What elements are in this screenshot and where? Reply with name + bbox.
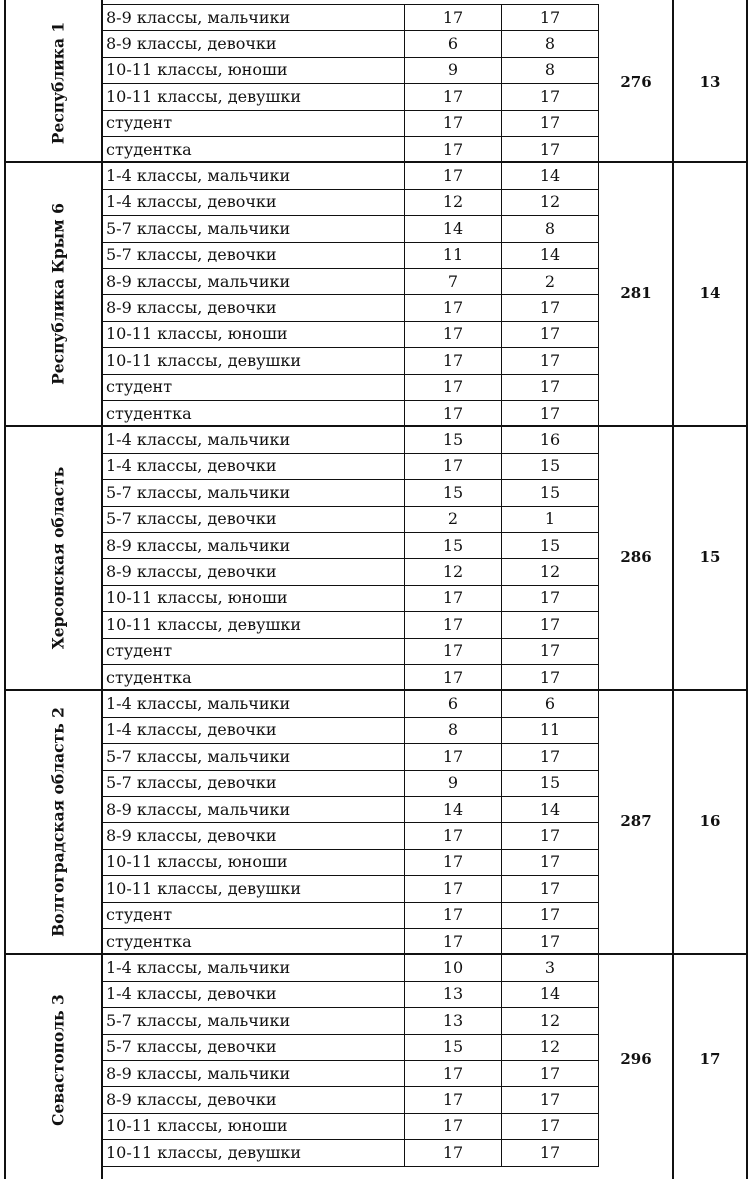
category-cell: 8-9 классы, мальчики: [103, 532, 405, 558]
left-border: [4, 0, 6, 1179]
table-row: [103, 242, 599, 268]
category-cell: 8-9 классы, девочки: [103, 823, 405, 849]
region-block: [0, 426, 750, 690]
score-cell: 6: [405, 31, 502, 57]
score-cell: 6: [405, 691, 502, 717]
total-score: 281: [620, 284, 652, 303]
score-cell: 17: [405, 453, 502, 479]
category-cell: 1-4 классы, мальчики: [103, 163, 405, 189]
category-cell: 5-7 классы, мальчики: [103, 1008, 405, 1034]
score-cell: 11: [502, 717, 599, 743]
score-cell: 12: [502, 1034, 599, 1060]
category-cell: 8-9 классы, девочки: [103, 1087, 405, 1113]
score-cell: 17: [405, 163, 502, 189]
table-row: [103, 532, 599, 558]
score-cell: 17: [405, 876, 502, 902]
table-row: [103, 585, 599, 611]
category-cell: студентка: [103, 928, 405, 954]
score-cell: 15: [502, 480, 599, 506]
score-cell: 17: [502, 374, 599, 400]
table-row: [103, 136, 599, 162]
category-cell: 10-11 классы, девушки: [103, 1140, 405, 1166]
category-cell: 8-9 классы, мальчики: [103, 796, 405, 822]
score-cell: 17: [502, 664, 599, 690]
table-row: [103, 664, 599, 690]
category-cell: 1-4 классы, девочки: [103, 189, 405, 215]
category-cell: 10-11 классы, юноши: [103, 849, 405, 875]
score-cell: 15: [405, 1034, 502, 1060]
table-row: [103, 268, 599, 294]
score-cell: 17: [502, 400, 599, 426]
table-row: [103, 1008, 599, 1034]
table-row: [103, 216, 599, 242]
score-cell: 17: [405, 136, 502, 162]
score-cell: 2: [405, 506, 502, 532]
category-table: [102, 162, 599, 427]
score-cell: 17: [405, 5, 502, 31]
score-cell: 17: [405, 1140, 502, 1166]
table-row: [103, 453, 599, 479]
score-cell: 14: [502, 981, 599, 1007]
category-cell: 8-9 классы, девочки: [103, 295, 405, 321]
table-row: [103, 717, 599, 743]
category-cell: 1-4 классы, девочки: [103, 981, 405, 1007]
score-cell: 17: [502, 902, 599, 928]
table-row: [103, 849, 599, 875]
category-cell: 1-4 классы, девочки: [103, 717, 405, 743]
table-row: [103, 427, 599, 453]
score-cell: 17: [405, 1060, 502, 1086]
score-cell: 17: [405, 348, 502, 374]
category-cell: 8-9 классы, мальчики: [103, 268, 405, 294]
team-name: Волгоградская область 2: [48, 707, 68, 938]
table-row: [103, 559, 599, 585]
score-cell: 13: [405, 1008, 502, 1034]
score-cell: 11: [405, 242, 502, 268]
category-cell: 8-9 классы, мальчики: [103, 5, 405, 31]
place-value: 14: [699, 284, 721, 303]
table-row: [103, 110, 599, 136]
total-score: 276: [620, 73, 652, 92]
score-cell: 8: [502, 31, 599, 57]
category-cell: студентка: [103, 664, 405, 690]
table-row: [103, 1034, 599, 1060]
category-cell: 1-4 классы, девочки: [103, 453, 405, 479]
category-cell: 10-11 классы, юноши: [103, 321, 405, 347]
score-cell: 15: [405, 480, 502, 506]
team-name: Херсонская область: [48, 467, 68, 650]
score-cell: 17: [405, 664, 502, 690]
score-cell: 17: [405, 823, 502, 849]
place-divider: [672, 0, 674, 1179]
category-table: [102, 4, 599, 163]
score-cell: 17: [405, 902, 502, 928]
place-value: 13: [699, 73, 721, 92]
category-cell: 8-9 классы, девочки: [103, 559, 405, 585]
region-block: [0, 690, 750, 954]
table-row: [103, 400, 599, 426]
category-cell: студент: [103, 638, 405, 664]
score-cell: 3: [502, 955, 599, 981]
table-row: [103, 1140, 599, 1166]
score-cell: 6: [502, 691, 599, 717]
table-row: [103, 348, 599, 374]
category-cell: 5-7 классы, мальчики: [103, 744, 405, 770]
category-cell: 5-7 классы, девочки: [103, 1034, 405, 1060]
table-row: [103, 770, 599, 796]
table-row: [103, 955, 599, 981]
score-cell: 8: [405, 717, 502, 743]
table-row: [103, 374, 599, 400]
category-cell: 10-11 классы, девушки: [103, 612, 405, 638]
score-cell: 12: [502, 559, 599, 585]
score-cell: 17: [502, 295, 599, 321]
score-cell: 17: [502, 1113, 599, 1139]
total-score: 287: [620, 812, 652, 831]
score-cell: 15: [405, 427, 502, 453]
name-divider: [101, 0, 103, 1179]
table-row: [103, 876, 599, 902]
table-row: [103, 902, 599, 928]
category-cell: 1-4 классы, мальчики: [103, 955, 405, 981]
table-row: [103, 31, 599, 57]
place-value: 16: [699, 812, 721, 831]
region-block: [0, 4, 750, 162]
table-row: [103, 506, 599, 532]
score-cell: 17: [502, 1060, 599, 1086]
table-row: [103, 1113, 599, 1139]
score-cell: 2: [502, 268, 599, 294]
score-cell: 12: [502, 1008, 599, 1034]
table-row: [103, 744, 599, 770]
table-row: [103, 321, 599, 347]
total-score: 296: [620, 1049, 652, 1068]
score-cell: 14: [502, 242, 599, 268]
score-cell: 17: [405, 928, 502, 954]
score-cell: 17: [502, 348, 599, 374]
score-cell: 17: [502, 5, 599, 31]
category-cell: 5-7 классы, мальчики: [103, 216, 405, 242]
team-name: Республика Крым 6: [48, 203, 68, 386]
category-table: [102, 690, 599, 955]
score-cell: 17: [405, 321, 502, 347]
category-cell: 5-7 классы, девочки: [103, 770, 405, 796]
score-cell: 9: [405, 57, 502, 83]
category-cell: студент: [103, 110, 405, 136]
score-cell: 14: [405, 216, 502, 242]
category-cell: 10-11 классы, юноши: [103, 585, 405, 611]
table-row: [103, 84, 599, 110]
team-name: Республика 1: [48, 21, 68, 145]
category-cell: 10-11 классы, юноши: [103, 57, 405, 83]
category-cell: 8-9 классы, мальчики: [103, 1060, 405, 1086]
score-cell: 17: [502, 110, 599, 136]
score-cell: 17: [405, 295, 502, 321]
score-cell: 15: [502, 453, 599, 479]
score-cell: 9: [405, 770, 502, 796]
score-cell: 17: [502, 744, 599, 770]
category-cell: 10-11 классы, девушки: [103, 348, 405, 374]
total-score: 286: [620, 548, 652, 567]
category-cell: 5-7 классы, мальчики: [103, 480, 405, 506]
table-row: [103, 295, 599, 321]
right-border: [746, 0, 748, 1179]
score-cell: 17: [502, 612, 599, 638]
region-block: [0, 954, 750, 1165]
score-cell: 17: [502, 136, 599, 162]
score-cell: 17: [502, 1140, 599, 1166]
score-cell: 14: [405, 796, 502, 822]
team-name: Севастополь 3: [48, 994, 68, 1126]
score-cell: 15: [502, 770, 599, 796]
score-cell: 17: [405, 638, 502, 664]
category-cell: студентка: [103, 136, 405, 162]
score-cell: 12: [405, 189, 502, 215]
score-cell: 17: [405, 374, 502, 400]
category-cell: студентка: [103, 400, 405, 426]
score-cell: 17: [502, 849, 599, 875]
category-cell: 1-4 классы, мальчики: [103, 427, 405, 453]
score-cell: 17: [502, 638, 599, 664]
score-cell: 16: [502, 427, 599, 453]
table-row: [103, 928, 599, 954]
score-cell: 14: [502, 796, 599, 822]
table-row: [103, 163, 599, 189]
table-row: [103, 1087, 599, 1113]
category-cell: 10-11 классы, девушки: [103, 876, 405, 902]
table-row: [103, 823, 599, 849]
category-table: [102, 954, 599, 1166]
score-cell: 17: [405, 84, 502, 110]
table-row: [103, 1060, 599, 1086]
category-cell: 10-11 классы, юноши: [103, 1113, 405, 1139]
score-cell: 17: [405, 1113, 502, 1139]
score-cell: 17: [502, 321, 599, 347]
score-cell: 17: [502, 876, 599, 902]
table-row: [103, 480, 599, 506]
score-cell: 12: [405, 559, 502, 585]
score-cell: 17: [405, 585, 502, 611]
category-cell: 10-11 классы, девушки: [103, 84, 405, 110]
table-row: [103, 796, 599, 822]
score-cell: 13: [405, 981, 502, 1007]
score-cell: 17: [405, 849, 502, 875]
score-cell: 17: [405, 612, 502, 638]
score-cell: 17: [502, 928, 599, 954]
table-row: [103, 189, 599, 215]
score-cell: 8: [502, 57, 599, 83]
category-cell: 5-7 классы, девочки: [103, 506, 405, 532]
score-cell: 1: [502, 506, 599, 532]
category-cell: 1-4 классы, мальчики: [103, 691, 405, 717]
table-row: [103, 981, 599, 1007]
score-cell: 10: [405, 955, 502, 981]
score-cell: 17: [405, 1087, 502, 1113]
score-cell: 17: [405, 744, 502, 770]
score-cell: 17: [502, 823, 599, 849]
score-cell: 17: [502, 1087, 599, 1113]
category-cell: 5-7 классы, девочки: [103, 242, 405, 268]
table-row: [103, 691, 599, 717]
score-cell: 7: [405, 268, 502, 294]
score-cell: 15: [405, 532, 502, 558]
place-value: 17: [699, 1049, 721, 1068]
score-cell: 12: [502, 189, 599, 215]
category-cell: студент: [103, 374, 405, 400]
region-block: [0, 162, 750, 426]
score-cell: 8: [502, 216, 599, 242]
score-cell: 17: [502, 84, 599, 110]
category-cell: 8-9 классы, девочки: [103, 31, 405, 57]
category-cell: студент: [103, 902, 405, 928]
table-row: [103, 612, 599, 638]
score-cell: 15: [502, 532, 599, 558]
place-value: 15: [699, 548, 721, 567]
score-cell: 17: [502, 585, 599, 611]
score-cell: 14: [502, 163, 599, 189]
category-table: [102, 426, 599, 691]
table-row: [103, 5, 599, 31]
table-row: [103, 638, 599, 664]
table-row: [103, 57, 599, 83]
score-cell: 17: [405, 400, 502, 426]
score-cell: 17: [405, 110, 502, 136]
